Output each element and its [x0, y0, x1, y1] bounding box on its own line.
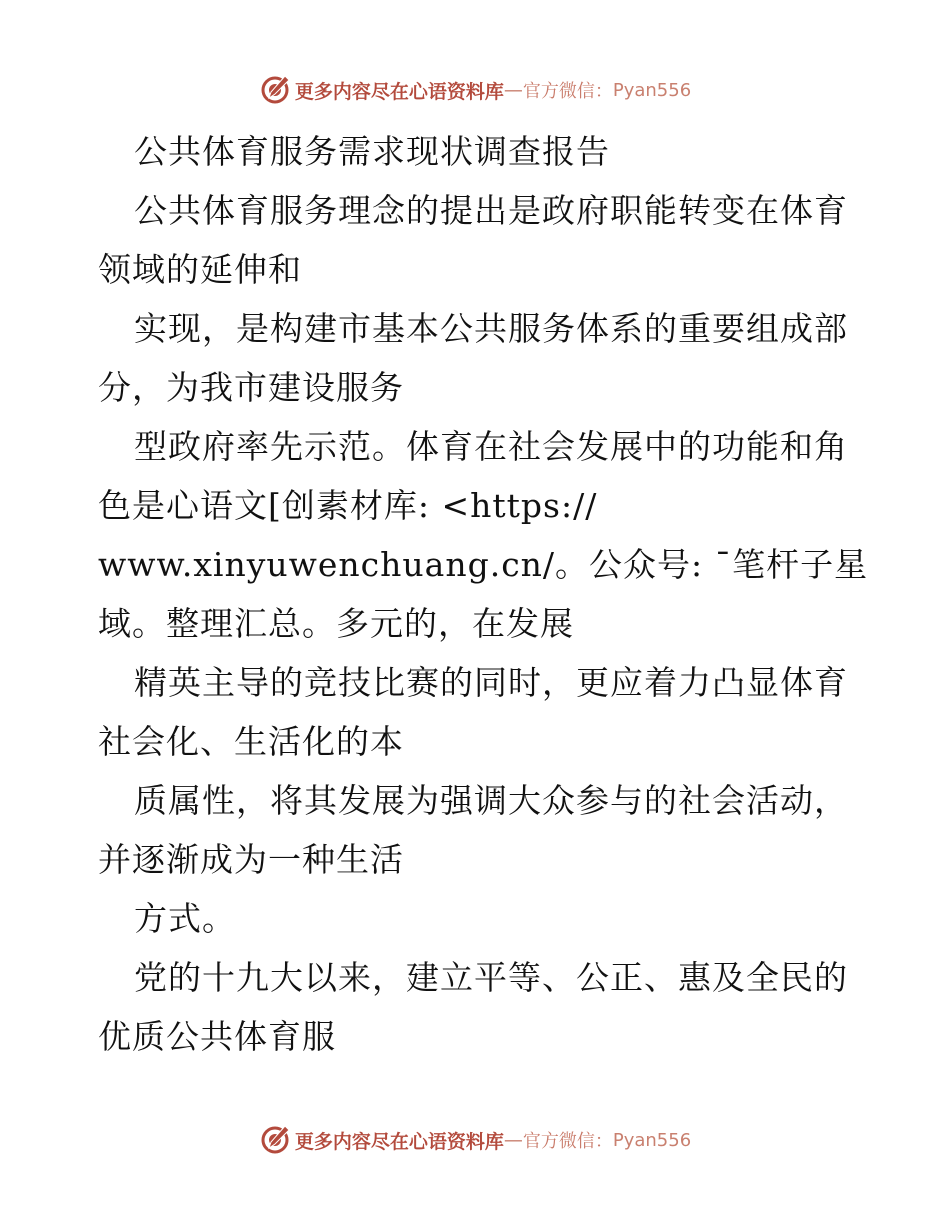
banner-separator: —: [503, 79, 523, 101]
text-line: 型政府率先示范。体育在社会发展中的功能和角: [134, 427, 848, 466]
banner-wechat-id: Pyan556: [612, 79, 692, 101]
text-line: www.xinyuwenchuang.cn/。公众号: ¯笔杆子星: [98, 545, 869, 584]
text-line: 领域的延伸和: [98, 250, 302, 289]
text-line: 质属性，将其发展为强调大众参与的社会活动，: [134, 781, 848, 820]
document-body: [98, 122, 869, 1066]
banner-promo-text: 更多内容尽在心语资料库: [294, 1130, 504, 1153]
header-banner: [0, 70, 950, 110]
footer-banner: [0, 1120, 950, 1160]
document-title-line: 公共体育服务需求现状调查报告: [134, 132, 610, 171]
text-line: 精英主导的竞技比赛的同时，更应着力凸显体育: [134, 663, 848, 702]
banner-wechat-label: 官方微信：: [522, 1131, 613, 1152]
quill-circle-logo-icon: [259, 1124, 291, 1156]
banner-wechat-label: 官方微信：: [522, 81, 613, 102]
text-line: 并逐渐成为一种生活: [98, 840, 404, 879]
text-line: 实现，是构建市基本公共服务体系的重要组成部: [134, 309, 848, 348]
text-line: 公共体育服务理念的提出是政府职能转变在体育: [134, 191, 848, 230]
text-line: 域。整理汇总。多元的，在发展: [98, 604, 574, 643]
banner-wechat-id: Pyan556: [612, 1129, 692, 1151]
text-line: 优质公共体育服: [98, 1017, 336, 1056]
text-line: 色是心语文[创素材库: <https://: [98, 486, 598, 525]
text-line: 方式。: [134, 899, 236, 938]
text-line: 党的十九大以来，建立平等、公正、惠及全民的: [134, 958, 848, 997]
text-line: 社会化、生活化的本: [98, 722, 404, 761]
banner-separator: —: [503, 1129, 523, 1151]
banner-promo-text: 更多内容尽在心语资料库: [294, 80, 504, 103]
text-line: 分，为我市建设服务: [98, 368, 404, 407]
quill-circle-logo-icon: [259, 74, 291, 106]
